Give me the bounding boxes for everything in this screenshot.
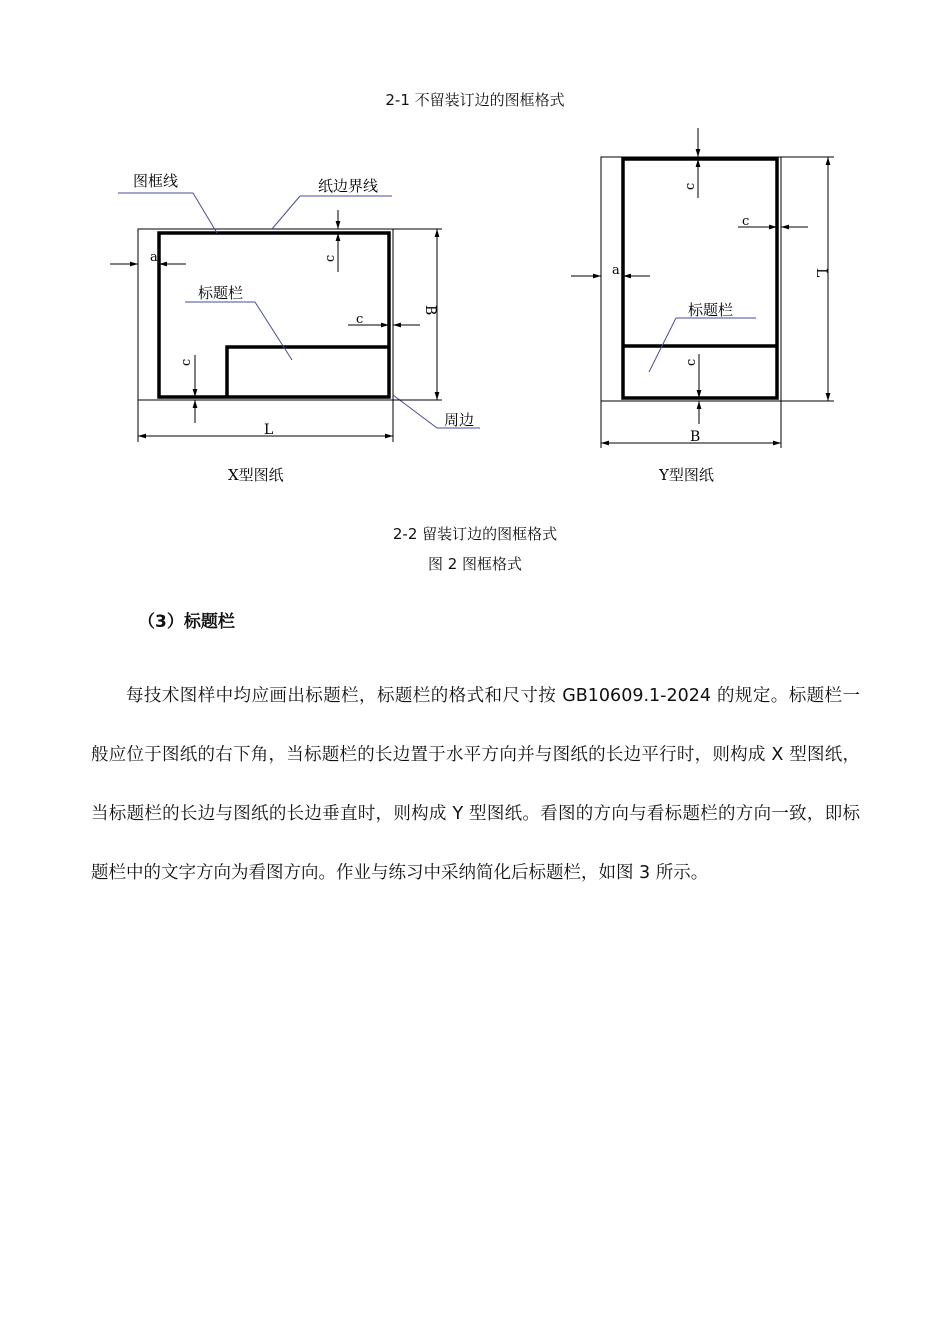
x-dim-a: a bbox=[150, 250, 158, 265]
body-paragraph: 每技术图样中均应画出标题栏，标题栏的格式和尺寸按 GB10609.1-2024 的规定。标题栏一般应位于图纸的右下角，当标题栏的长边置于水平方向并与图纸的长边平行时，则构成 X 型图纸，当标题栏的长边与图纸的长边垂直时，则构成 Y 型图纸。看图的方向与看标题栏的方向一致，即标题栏中的文字方向为看图方向。作业与练习中采纳简化后标题栏，如图 3 所示。 bbox=[91, 686, 860, 883]
y-type-sheet bbox=[571, 128, 834, 484]
x-frame-line bbox=[159, 233, 389, 397]
x-dim-c-bottom: c bbox=[179, 358, 194, 366]
x-paper-edge bbox=[138, 229, 393, 400]
y-dim-L: L bbox=[813, 268, 829, 278]
y-dim-c-right: c bbox=[742, 214, 750, 229]
x-dim-B: B bbox=[422, 305, 438, 316]
x-sheet-caption: X型图纸 bbox=[228, 466, 284, 484]
y-dim-c-top: c bbox=[683, 182, 698, 190]
x-label-frame-line: 图框线 bbox=[133, 172, 179, 190]
x-label-title-block: 标题栏 bbox=[198, 284, 244, 302]
x-label-margin: 周边 bbox=[444, 411, 475, 429]
x-title-block bbox=[227, 347, 389, 397]
caption-2-2: 2-2 留装订边的图框格式 bbox=[392, 525, 558, 543]
drawing-frame-figure bbox=[0, 120, 950, 500]
y-sheet-caption: Y型图纸 bbox=[659, 466, 714, 484]
figure-caption: 图 2 图框格式 bbox=[427, 555, 523, 573]
x-label-paper-edge: 纸边界线 bbox=[318, 177, 379, 195]
y-dim-c-bottom: c bbox=[684, 358, 699, 366]
y-label-title-block: 标题栏 bbox=[688, 301, 734, 319]
x-dim-c-right: c bbox=[356, 312, 364, 327]
caption-2-1: 2-1 不留装订边的图框格式 bbox=[385, 91, 565, 109]
y-frame-line bbox=[623, 159, 777, 398]
x-dim-L: L bbox=[264, 422, 274, 438]
x-type-sheet bbox=[110, 172, 480, 484]
x-dim-c-top: c bbox=[323, 254, 338, 262]
section-heading: （3）标题栏 bbox=[138, 612, 235, 632]
y-dim-B: B bbox=[690, 429, 701, 445]
y-dim-a: a bbox=[612, 263, 620, 278]
